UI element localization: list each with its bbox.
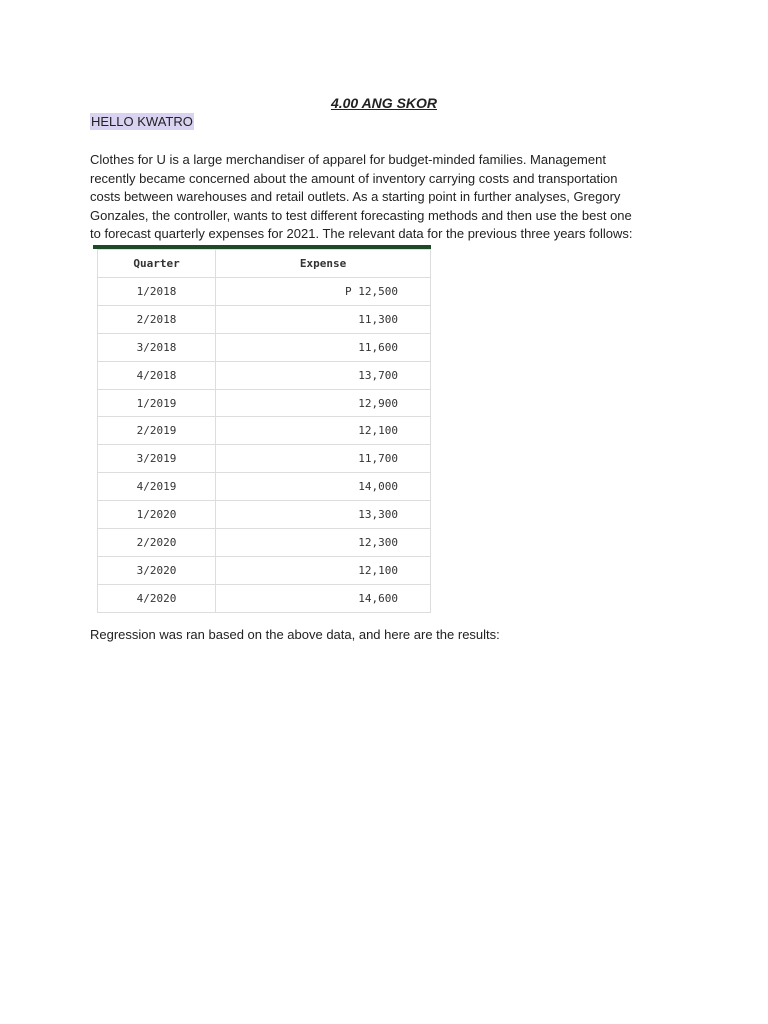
expense-cell: 14,000 xyxy=(216,473,431,501)
document-title: 4.00 ANG SKOR xyxy=(330,95,438,111)
intro-paragraph xyxy=(90,151,680,244)
quarter-cell: 3/2018 xyxy=(98,333,216,361)
table-row xyxy=(98,305,431,333)
expense-cell: 13,700 xyxy=(216,361,431,389)
paragraph-line: to forecast quarterly expenses for 2021. The relevant data for the previous three years follows: xyxy=(90,226,633,242)
table-row xyxy=(98,473,431,501)
quarter-cell: 2/2019 xyxy=(98,417,216,445)
header-expense: Expense xyxy=(216,250,431,278)
quarter-cell: 1/2020 xyxy=(98,501,216,529)
expense-cell: 14,600 xyxy=(216,584,431,612)
table-row xyxy=(98,584,431,612)
table-row xyxy=(98,556,431,584)
table-body xyxy=(98,278,431,613)
expense-cell: P 12,500 xyxy=(216,278,431,306)
table-row xyxy=(98,333,431,361)
paragraph-line: costs between warehouses and retail outlets. As a starting point in further analyses, Gregory xyxy=(90,189,621,205)
regression-note: Regression was ran based on the above data, and here are the results: xyxy=(90,627,500,642)
expense-cell: 12,900 xyxy=(216,389,431,417)
paragraph-line: Gonzales, the controller, wants to test different forecasting methods and then use the best one xyxy=(90,207,632,223)
expense-cell: 11,600 xyxy=(216,333,431,361)
table-row xyxy=(98,278,431,306)
table-row xyxy=(98,417,431,445)
table-row xyxy=(98,501,431,529)
expense-cell: 12,300 xyxy=(216,529,431,557)
paragraph-line: recently became concerned about the amount of inventory carrying costs and transportation xyxy=(90,170,618,186)
header-quarter: Quarter xyxy=(98,250,216,278)
quarter-cell: 1/2018 xyxy=(98,278,216,306)
quarter-cell: 1/2019 xyxy=(98,389,216,417)
expense-cell: 11,300 xyxy=(216,305,431,333)
expense-table xyxy=(97,249,431,613)
quarter-cell: 2/2018 xyxy=(98,305,216,333)
expense-table-container xyxy=(93,245,431,613)
quarter-cell: 3/2019 xyxy=(98,445,216,473)
expense-cell: 12,100 xyxy=(216,556,431,584)
paragraph-line: Clothes for U is a large merchandiser of apparel for budget-minded families. Management xyxy=(90,152,606,167)
table-row xyxy=(98,361,431,389)
table-row xyxy=(98,445,431,473)
expense-cell: 12,100 xyxy=(216,417,431,445)
table-row xyxy=(98,389,431,417)
table-header-row xyxy=(98,250,431,278)
table-row xyxy=(98,529,431,557)
quarter-cell: 2/2020 xyxy=(98,529,216,557)
quarter-cell: 4/2018 xyxy=(98,361,216,389)
quarter-cell: 3/2020 xyxy=(98,556,216,584)
quarter-cell: 4/2020 xyxy=(98,584,216,612)
greeting-text: HELLO KWATRO xyxy=(91,114,193,129)
quarter-cell: 4/2019 xyxy=(98,473,216,501)
expense-cell: 11,700 xyxy=(216,445,431,473)
expense-cell: 13,300 xyxy=(216,501,431,529)
